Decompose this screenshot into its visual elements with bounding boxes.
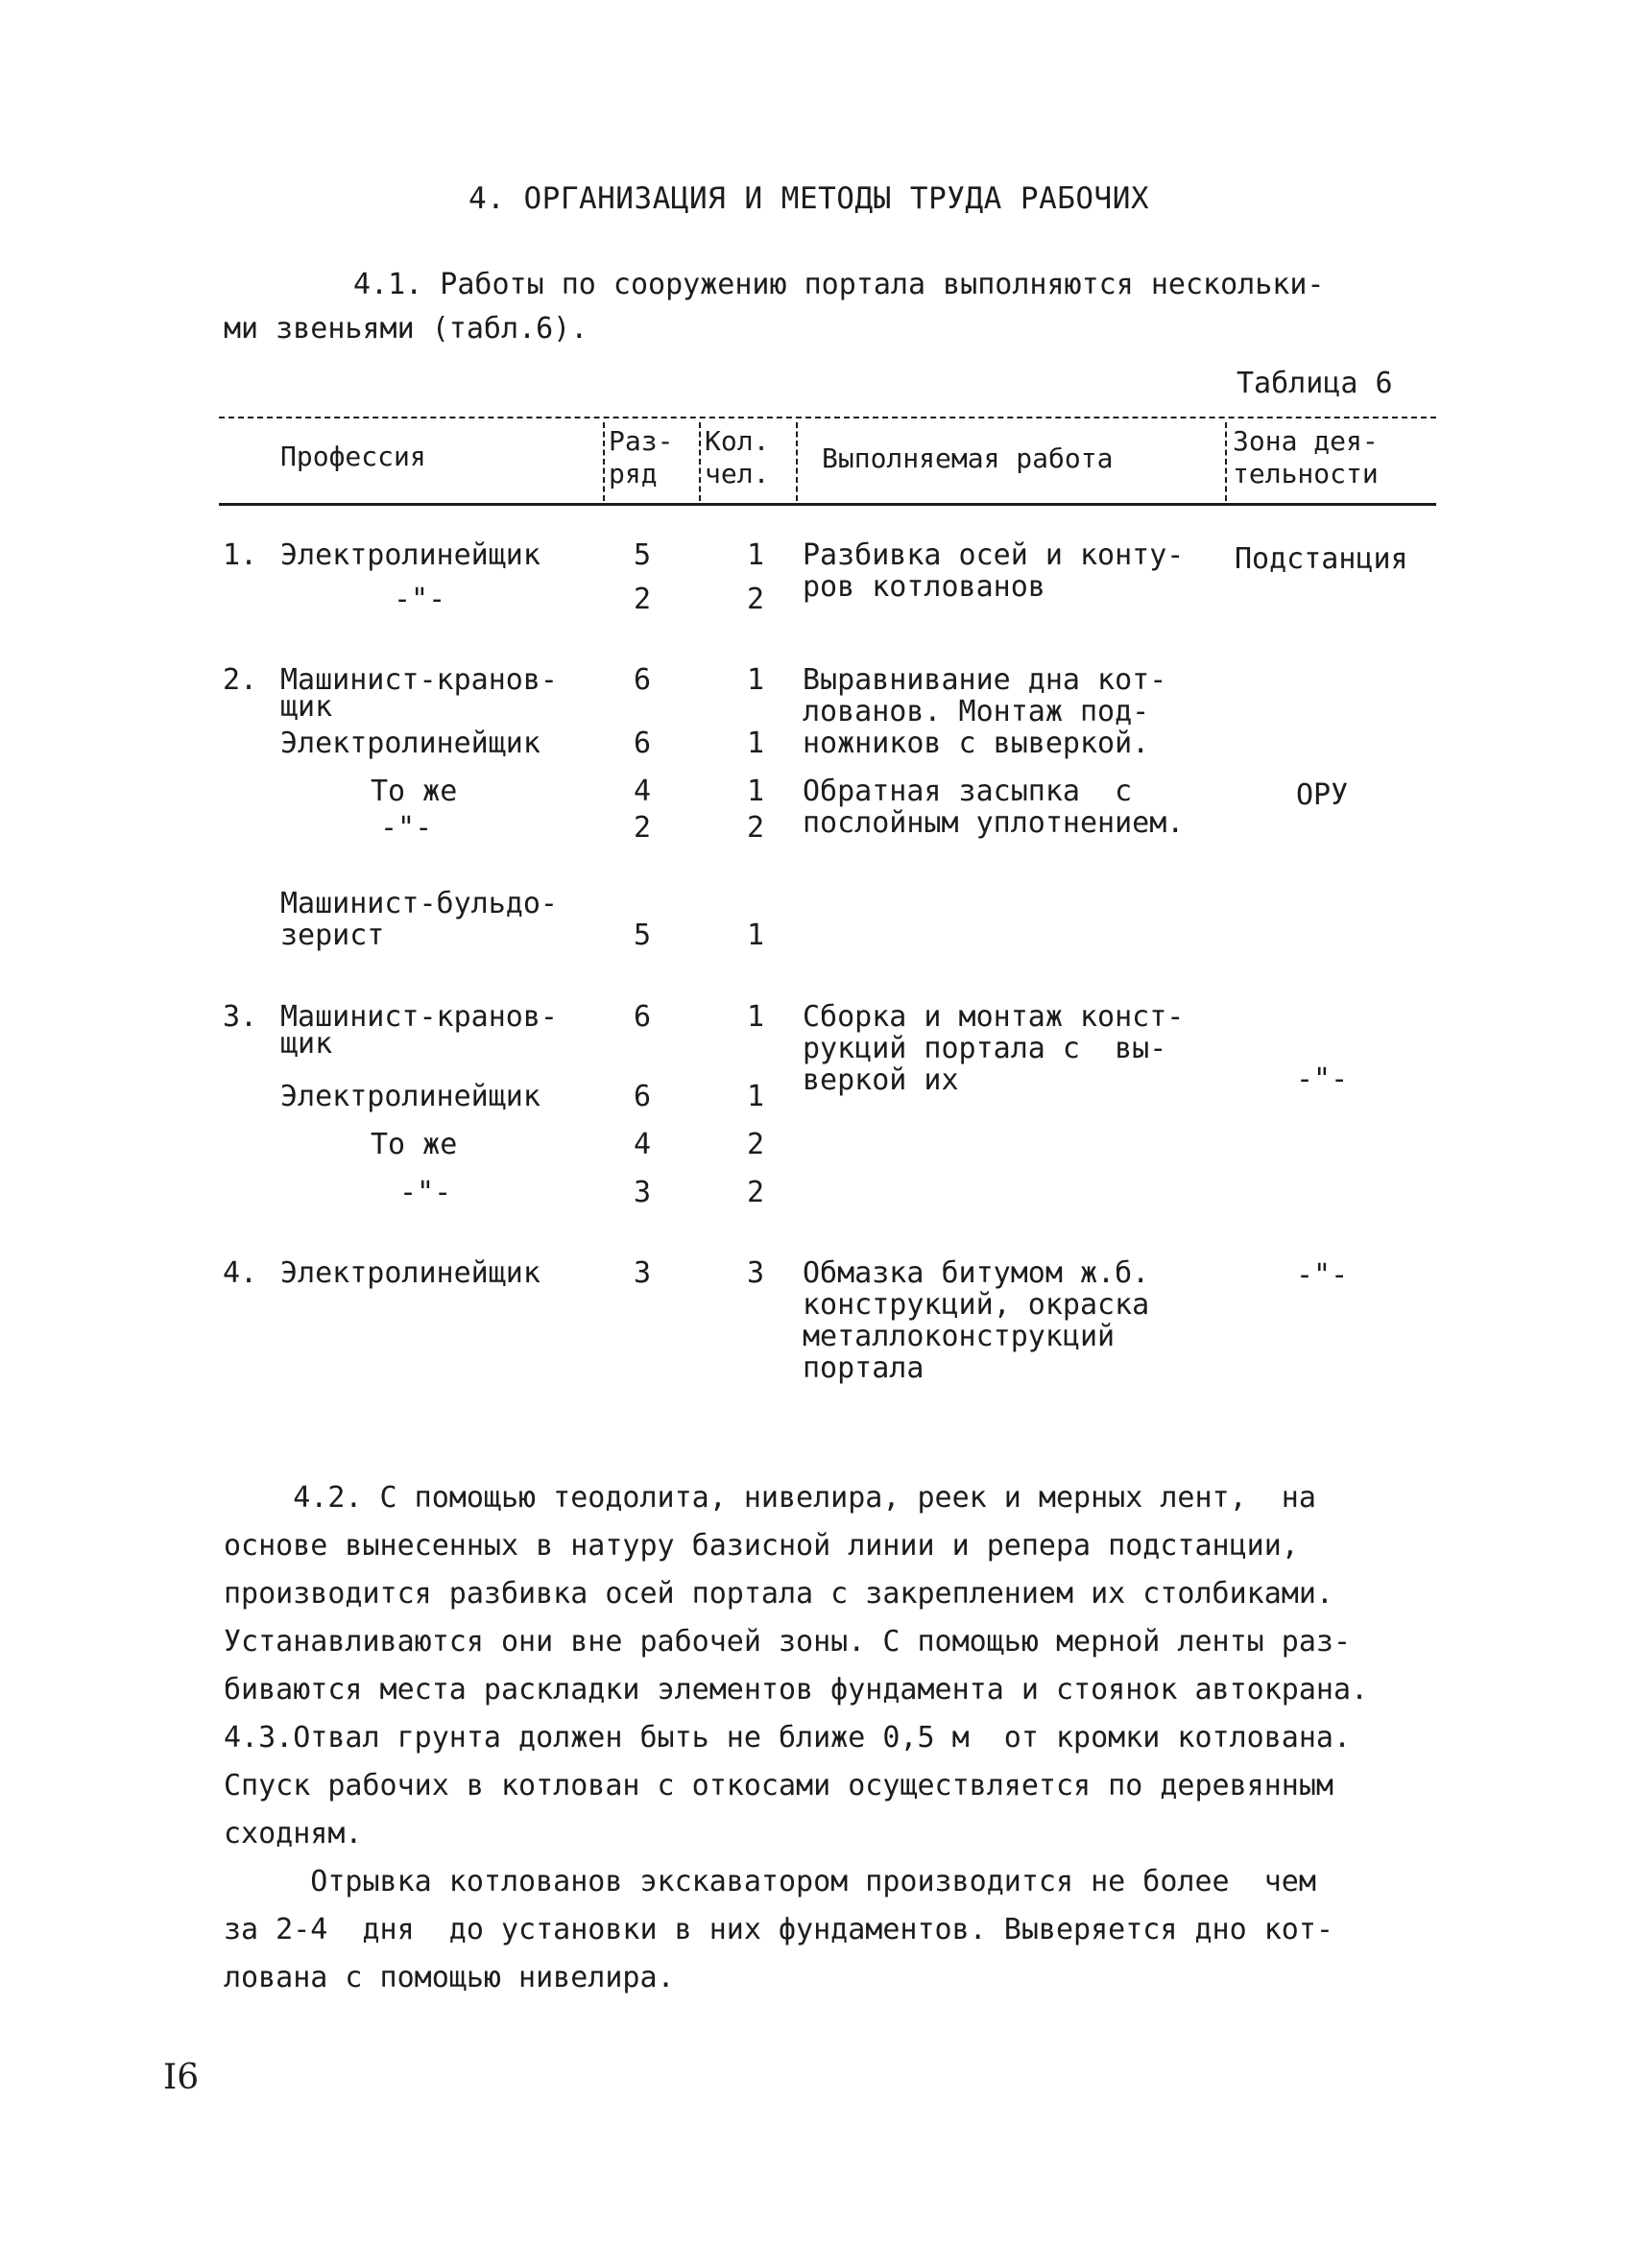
work-description-line: Сборка и монтаж конст- [803,1000,1185,1034]
zone-cell: -"- [1296,1258,1349,1292]
header-profession: Профессия [280,441,426,472]
work-description-line: Разбивка осей и конту- [803,538,1185,572]
row-grade: 3 [634,1176,652,1209]
row-profession: Машинист-бульдо- [280,887,558,920]
row-profession: То же [371,1128,458,1161]
work-description-line: Обратная засыпка с [803,775,1133,808]
row-grade: 6 [634,1000,652,1034]
header-count-line-2: чел. [705,458,770,489]
paragraph-line: Отрывка котлованов экскаватором производится не более чем [224,1865,1316,1898]
row-count: 1 [747,538,765,572]
header-zone-line-1: Зона дея- [1233,425,1379,457]
header-count-line-1: Кол. [705,425,770,457]
row-profession: Электролинейщик [280,727,540,760]
row-profession: -"- [399,1176,452,1209]
row-profession: Машинист-кранов- [280,1000,558,1034]
work-description-line: портала [803,1351,925,1385]
row-count: 1 [747,1080,765,1113]
column-divider [603,422,605,501]
row-grade: 5 [634,919,652,952]
row-count: 2 [747,1176,765,1209]
row-profession: Электролинейщик [280,1080,540,1113]
column-divider [699,422,701,501]
zone-cell: Подстанция [1235,542,1408,576]
section-heading: 4. ОРГАНИЗАЦИЯ И МЕТОДЫ ТРУДА РАБОЧИХ [468,181,1150,216]
row-count: 1 [747,775,765,808]
row-count: 1 [747,919,765,952]
row-grade: 5 [634,538,652,572]
row-count: 1 [747,663,765,697]
row-number: 4. [223,1256,258,1290]
work-description-line: послойным уплотнением. [803,806,1185,840]
row-count: 1 [747,1000,765,1034]
header-zone-line-2: тельности [1233,458,1379,489]
table-header-rule [219,503,1436,506]
work-description-line: лованов. Монтаж под- [803,695,1150,728]
row-grade: 6 [634,663,652,697]
row-profession: щик [280,1027,333,1061]
work-description-line: конструкций, окраска [803,1288,1150,1322]
paragraph-line: лована с помощью нивелира. [224,1961,675,1994]
paragraph-line: производится разбивка осей портала с закреплением их столбиками. [224,1577,1333,1611]
row-profession: Машинист-кранов- [280,663,558,697]
row-count: 1 [747,727,765,760]
work-description-line: ножников с выверкой. [803,727,1150,760]
paragraph-line: Спуск рабочих в котлован с откосами осуществляется по деревянным [224,1769,1333,1802]
header-grade-line-1: Раз- [609,425,674,457]
row-grade: 6 [634,727,652,760]
row-profession: Электролинейщик [280,538,540,572]
row-profession: -"- [394,583,446,616]
row-profession: -"- [380,811,433,845]
paragraph-line: биваются места раскладки элементов фундамента и стоянок автокрана. [224,1673,1369,1707]
row-grade: 3 [634,1256,652,1290]
work-description-line: веркой их [803,1063,959,1097]
paragraph-line: основе вынесенных в натуру базисной линии и репера подстанции, [224,1529,1299,1563]
table-top-rule [219,417,1436,418]
row-profession: Электролинейщик [280,1256,540,1290]
work-description-line: рукций портала с вы- [803,1032,1167,1065]
row-number: 3. [223,1000,258,1034]
row-profession: То же [371,775,458,808]
row-grade: 2 [634,811,652,845]
paragraph-line: 4.3.Отвал грунта должен быть не ближе 0,5 м от кромки котлована. [224,1721,1351,1755]
paragraph-line: 4.2. С помощью теодолита, нивелира, реек и мерных лент, на [224,1481,1316,1515]
table-caption: Таблица 6 [1237,367,1393,400]
header-work: Выполняемая работа [822,442,1114,474]
row-number: 1. [223,538,258,572]
row-count: 2 [747,1128,765,1161]
row-grade: 6 [634,1080,652,1113]
row-grade: 4 [634,775,652,808]
row-profession: щик [280,690,333,724]
row-grade: 2 [634,583,652,616]
paragraph-line: за 2-4 дня до установки в них фундаментов. Выверяется дно кот- [224,1913,1333,1946]
work-description-line: Обмазка битумом ж.б. [803,1256,1150,1290]
row-count: 2 [747,811,765,845]
row-profession: зерист [280,919,385,952]
column-divider [796,422,798,501]
row-count: 3 [747,1256,765,1290]
work-description-line: ров котлованов [803,570,1045,604]
row-number: 2. [223,663,258,697]
header-grade-line-2: ряд [609,458,658,489]
paragraph-line: Устанавливаются они вне рабочей зоны. С помощью мерной ленты раз- [224,1625,1351,1659]
row-grade: 4 [634,1128,652,1161]
page-number: I6 [163,2058,200,2097]
column-divider [1225,422,1227,501]
paragraph-line: сходням. [224,1817,363,1850]
zone-cell: -"- [1296,1062,1349,1096]
intro-line-2: ми звеньями (табл.6). [224,312,588,346]
work-description-line: металлоконструкций [803,1320,1116,1353]
work-description-line: Выравнивание дна кот- [803,663,1167,697]
row-count: 2 [747,583,765,616]
intro-line-1: 4.1. Работы по сооружению портала выполняются нескольки- [353,268,1325,301]
zone-cell: ОРУ [1296,778,1349,812]
